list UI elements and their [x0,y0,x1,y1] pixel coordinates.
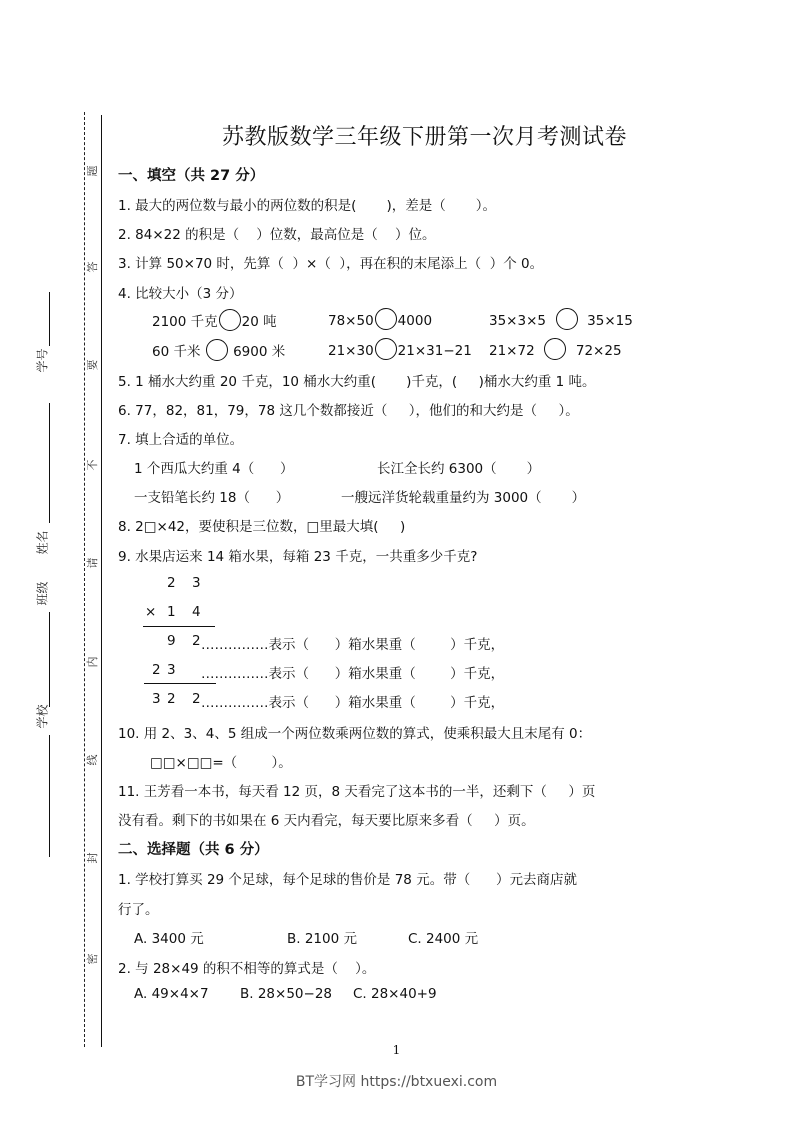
seal-char: 请 [86,557,99,569]
question-2-1-cont: 行了。 [118,902,159,918]
question-1-6: 6. 77，82，81，79，78 这几个数都接近（ ），他们的和大约是（ ）。 [118,403,579,419]
calc-divider [143,626,215,627]
digit: 2 [167,691,176,707]
compare-item [152,310,277,333]
compare-left: 35×3×5 [489,313,546,329]
calc-explain: ……………表示（ ）箱水果重（ ）千克， [201,695,505,711]
digit: 4 [192,604,201,620]
unit-item: 1 个西瓜大约重 4（ ） [134,461,294,477]
compare-circle[interactable] [219,309,241,331]
question-1-11: 11. 王芳看一本书，每天看 12 页，8 天看完了这本书的一半，还剩下（ ）页 [118,784,596,800]
digit: 3 [167,662,176,678]
section-heading-choice: 二、选择题（共 6 分） [118,842,269,858]
question-1-1: 1. 最大的两位数与最小的两位数的积是( )，差是（ ）。 [118,198,497,214]
compare-right: 35×15 [587,313,633,329]
option-c[interactable]: C. 2400 元 [408,931,479,947]
calc-explain: ……………表示（ ）箱水果重（ ）千克， [201,637,505,653]
calc-divider [144,683,216,684]
compare-item [328,340,472,362]
question-1-9-label: 9. 水果店运来 14 箱水果，每箱 23 千克，一共重多少千克? [118,549,478,565]
question-1-8: 8. 2□×42，要使积是三位数，□里最大填( ) [118,519,406,535]
question-1-4-label: 4. 比较大小（3 分） [118,286,243,302]
digit: 2 [167,575,176,591]
question-1-3: 3. 计算 50×70 时，先算（ ）×（ ），再在积的末尾添上（ ）个 0。 [118,256,544,272]
question-1-11-cont: 没有看。剩下的书如果在 6 天内看完，每天要比原来多看（ ）页。 [118,813,535,829]
compare-left: 60 千米 [152,344,201,360]
seal-solid-line [101,115,102,1047]
seal-char: 密 [86,953,99,965]
digit: 2 [152,662,161,678]
question-1-10: 10. 用 2、3、4、5 组成一个两位数乘两位数的算式，使乘积最大且末尾有 0： [118,726,592,742]
times-sign: × [145,604,157,620]
compare-circle[interactable] [556,308,578,330]
option-b[interactable]: B. 28×50−28 [240,986,333,1002]
digit: 2 [192,691,201,707]
class-line[interactable] [49,612,50,707]
name-label: 姓名 [35,530,50,555]
compare-right: 4000 [397,313,433,329]
calc-explain: ……………表示（ ）箱水果重（ ）千克， [201,666,505,682]
watermark-site: BT学习网 https://btxuexi.com [295,1074,498,1090]
compare-circle[interactable] [206,339,228,361]
student-id-label: 学号 [35,348,50,373]
seal-char: 线 [86,754,99,766]
compare-item [489,340,622,362]
compare-right: 6900 米 [233,344,286,360]
unit-item: 长江全长约 6300（ ） [377,461,541,477]
school-label: 学校 [35,704,50,729]
option-a[interactable]: A. 3400 元 [134,931,204,947]
compare-left: 2100 千克 [152,314,218,330]
seal-dashed-line [84,112,85,1047]
seal-char: 要 [86,359,99,371]
seal-char: 封 [86,852,99,864]
name-line[interactable] [49,403,50,523]
compare-circle[interactable] [544,338,566,360]
page-title [0,120,793,151]
seal-char: 不 [86,459,99,471]
compare-left: 78×50 [328,313,374,329]
seal-char: 内 [86,656,99,668]
school-line[interactable] [49,735,50,857]
compare-right: 20 吨 [241,314,277,330]
student-id-line[interactable] [49,292,50,346]
question-1-7-label: 7. 填上合适的单位。 [118,432,244,448]
class-label: 班级 [35,581,50,606]
question-2-1: 1. 学校打算买 29 个足球，每个足球的售价是 78 元。带（ ）元去商店就 [118,872,577,888]
compare-circle[interactable] [375,308,397,330]
compare-right: 21×31−21 [397,343,472,359]
compare-circle[interactable] [375,338,397,360]
question-1-2: 2. 84×22 的积是（ ）位数，最高位是（ ）位。 [118,227,436,243]
question-1-10-formula: □□×□□=（ ）。 [150,755,292,771]
title-text: 苏教版数学三年级下册第一次月考测试卷 [221,125,627,150]
option-b[interactable]: B. 2100 元 [287,931,357,947]
seal-char: 答 [86,261,99,273]
compare-left: 21×30 [328,343,374,359]
option-c[interactable]: C. 28×40+9 [353,986,437,1002]
question-1-5: 5. 1 桶水大约重 20 千克，10 桶水大约重( )千克，( )桶水大约重 1 吨。 [118,374,596,390]
digit: 3 [152,691,161,707]
digit: 1 [167,604,176,620]
seal-char: 题 [86,165,99,177]
compare-item [489,310,633,332]
section-heading-fill-in: 一、填空（共 27 分） [118,168,265,184]
compare-item [152,340,285,363]
compare-item [328,310,432,332]
digit: 3 [192,575,201,591]
page-number: 1 [392,1043,401,1057]
digit: 9 [167,633,176,649]
question-2-2: 2. 与 28×49 的积不相等的算式是（ ）。 [118,961,376,977]
unit-item: 一艘远洋货轮载重量约为 3000（ ） [341,490,586,506]
compare-right: 72×25 [575,343,622,359]
option-a[interactable]: A. 49×4×7 [134,986,209,1002]
compare-left: 21×72 [489,343,535,359]
unit-item: 一支铅笔长约 18（ ） [134,490,290,506]
digit: 2 [192,633,201,649]
